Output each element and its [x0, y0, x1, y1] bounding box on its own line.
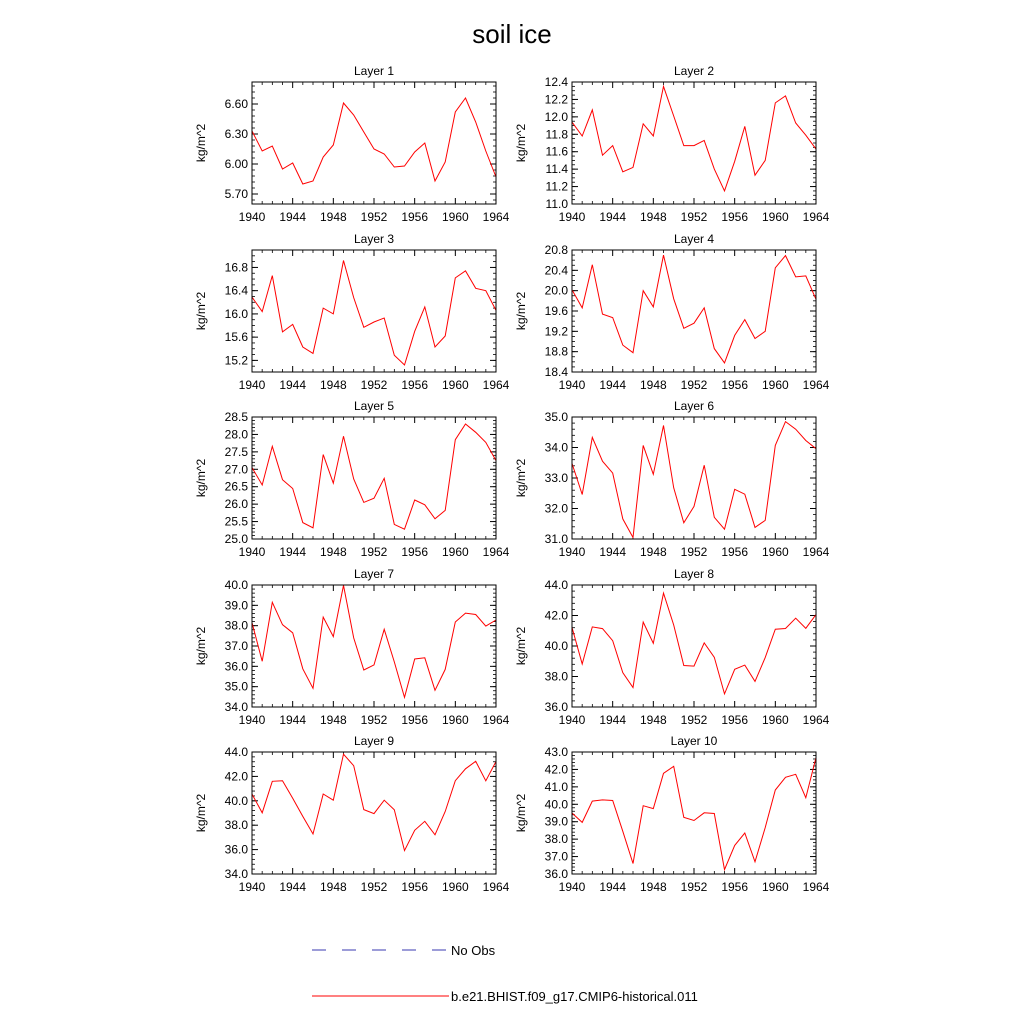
y-tick-label: 20.4: [544, 263, 568, 278]
x-tick-label: 1952: [680, 210, 708, 224]
y-axis-label: kg/m^2: [194, 458, 208, 498]
x-tick-label: 1940: [238, 378, 266, 392]
y-tick-label: 38.0: [224, 818, 248, 833]
x-tick-label: 1940: [238, 545, 266, 559]
x-tick-label: 1948: [319, 378, 347, 392]
x-tick-label: 1956: [401, 378, 429, 392]
y-tick-label: 40.0: [544, 797, 568, 812]
y-tick-label: 41.0: [544, 779, 568, 794]
y-tick-label: 39.0: [544, 814, 568, 829]
chart-panel-7: [194, 567, 510, 727]
x-tick-label: 1944: [599, 378, 627, 392]
x-tick-label: 1944: [599, 713, 627, 727]
x-tick-label: 1948: [639, 378, 667, 392]
x-tick-label: 1964: [482, 378, 510, 392]
legend-model-label: b.e21.BHIST.f09_g17.CMIP6-historical.011: [451, 989, 698, 1004]
y-tick-label: 11.0: [545, 197, 568, 211]
y-tick-label: 16.8: [224, 260, 248, 275]
panel-title: Layer 6: [673, 399, 715, 413]
y-tick-label: 19.6: [544, 304, 568, 318]
x-tick-label: 1952: [360, 545, 388, 559]
x-tick-label: 1952: [680, 378, 708, 392]
y-tick-label: 12.4: [544, 75, 568, 89]
plot-frame: [572, 585, 816, 707]
y-axis-label: kg/m^2: [194, 626, 208, 666]
x-tick-label: 1956: [721, 210, 749, 224]
x-tick-label: 1956: [721, 880, 749, 894]
y-tick-label: 18.8: [544, 344, 568, 359]
y-tick-label: 18.4: [544, 365, 568, 379]
y-tick-label: 20.8: [544, 243, 568, 257]
x-tick-label: 1944: [279, 545, 307, 559]
y-tick-label: 34.0: [544, 440, 568, 455]
y-tick-label: 25.5: [224, 514, 248, 529]
y-tick-label: 25.0: [224, 532, 248, 546]
chart-panel-10: [514, 734, 830, 894]
series-line: [252, 585, 496, 697]
y-tick-label: 37.0: [224, 639, 248, 653]
y-tick-label: 16.0: [224, 306, 248, 321]
x-tick-label: 1956: [401, 880, 429, 894]
x-tick-label: 1964: [482, 713, 510, 727]
y-tick-label: 44.0: [224, 745, 248, 759]
series-line: [572, 255, 816, 363]
x-tick-label: 1952: [360, 713, 388, 727]
y-tick-label: 36.0: [544, 867, 568, 881]
x-tick-label: 1944: [279, 210, 307, 224]
y-tick-label: 11.6: [545, 144, 568, 159]
chart-panel-5: [194, 399, 510, 559]
panel-title: Layer 8: [673, 567, 715, 581]
chart-panel-6: [514, 399, 830, 559]
panel-title: Layer 7: [353, 567, 395, 581]
x-tick-label: 1940: [238, 880, 266, 894]
x-tick-label: 1964: [802, 545, 830, 559]
y-axis-label: kg/m^2: [514, 626, 528, 666]
y-tick-label: 39.0: [224, 598, 248, 613]
y-axis-label: kg/m^2: [514, 793, 528, 833]
y-tick-label: 11.2: [545, 179, 568, 194]
legend: [312, 943, 698, 1004]
x-tick-label: 1960: [441, 210, 469, 224]
x-tick-label: 1940: [558, 545, 586, 559]
y-tick-label: 35.0: [544, 410, 568, 424]
x-tick-label: 1960: [441, 378, 469, 392]
y-tick-label: 12.2: [544, 92, 568, 107]
series-line: [252, 261, 496, 366]
x-tick-label: 1956: [721, 545, 749, 559]
x-tick-label: 1940: [558, 880, 586, 894]
plot-frame: [572, 752, 816, 874]
series-line: [572, 758, 816, 870]
panel-title: Layer 2: [673, 64, 715, 78]
x-tick-label: 1944: [279, 713, 307, 727]
x-tick-label: 1940: [558, 378, 586, 392]
chart-panel-9: [194, 734, 510, 894]
panel-title: Layer 1: [353, 64, 395, 78]
x-tick-label: 1960: [761, 713, 789, 727]
chart-panel-1: [194, 64, 510, 224]
y-tick-label: 36.0: [544, 700, 568, 714]
y-tick-label: 12.0: [544, 109, 568, 124]
x-tick-label: 1956: [721, 378, 749, 392]
y-tick-label: 26.5: [224, 479, 248, 494]
x-tick-label: 1944: [599, 880, 627, 894]
y-axis-label: kg/m^2: [194, 123, 208, 163]
figure-title: soil ice: [472, 19, 552, 49]
x-tick-label: 1952: [680, 880, 708, 894]
series-line: [252, 754, 496, 850]
x-tick-label: 1964: [482, 880, 510, 894]
y-tick-label: 40.0: [224, 793, 248, 808]
series-line: [572, 593, 816, 694]
y-tick-label: 42.0: [544, 608, 568, 623]
y-tick-label: 6.00: [224, 157, 248, 171]
y-tick-label: 38.0: [544, 832, 568, 847]
chart-panel-8: [514, 567, 830, 727]
y-axis-label: kg/m^2: [194, 291, 208, 331]
y-tick-label: 15.6: [224, 330, 248, 345]
x-tick-label: 1960: [761, 378, 789, 392]
series-line: [572, 422, 816, 538]
y-tick-label: 5.70: [224, 187, 248, 201]
y-tick-label: 6.30: [224, 127, 248, 141]
series-line: [572, 86, 816, 190]
x-tick-label: 1952: [360, 378, 388, 392]
panel-title: Layer 3: [353, 232, 395, 246]
x-tick-label: 1960: [441, 880, 469, 894]
panel-title: Layer 10: [670, 734, 718, 748]
x-tick-label: 1944: [279, 880, 307, 894]
y-tick-label: 33.0: [544, 471, 568, 485]
y-axis-label: kg/m^2: [514, 123, 528, 163]
x-tick-label: 1964: [482, 545, 510, 559]
plot-frame: [252, 250, 496, 372]
y-tick-label: 40.0: [544, 639, 568, 653]
x-tick-label: 1956: [401, 210, 429, 224]
x-tick-label: 1944: [279, 378, 307, 392]
x-tick-label: 1960: [441, 545, 469, 559]
x-tick-label: 1956: [401, 545, 429, 559]
y-tick-label: 34.0: [224, 700, 248, 714]
x-tick-label: 1940: [238, 210, 266, 224]
y-tick-label: 32.0: [544, 501, 568, 516]
y-tick-label: 38.0: [544, 669, 568, 684]
series-line: [252, 424, 496, 529]
x-tick-label: 1940: [238, 713, 266, 727]
y-tick-label: 35.0: [224, 679, 248, 694]
x-tick-label: 1964: [802, 713, 830, 727]
chart-panel-4: [514, 232, 830, 392]
legend-obs-label: No Obs: [451, 943, 496, 958]
y-tick-label: 37.0: [544, 849, 568, 864]
y-axis-label: kg/m^2: [514, 291, 528, 331]
x-tick-label: 1948: [639, 545, 667, 559]
y-tick-label: 6.60: [224, 97, 248, 111]
y-tick-label: 36.0: [224, 659, 248, 674]
x-tick-label: 1944: [599, 210, 627, 224]
y-tick-label: 27.0: [224, 462, 248, 477]
y-tick-label: 28.5: [224, 410, 248, 424]
y-tick-label: 42.0: [224, 769, 248, 784]
y-axis-label: kg/m^2: [514, 458, 528, 498]
y-tick-label: 34.0: [224, 867, 248, 881]
x-tick-label: 1964: [482, 210, 510, 224]
y-tick-label: 26.0: [224, 497, 248, 512]
chart-panel-3: [194, 232, 510, 392]
x-tick-label: 1948: [639, 713, 667, 727]
plot-frame: [252, 585, 496, 707]
x-tick-label: 1952: [680, 545, 708, 559]
y-tick-label: 31.0: [544, 532, 568, 546]
y-tick-label: 28.0: [224, 427, 248, 442]
x-tick-label: 1956: [401, 713, 429, 727]
x-tick-label: 1960: [441, 713, 469, 727]
y-axis-label: kg/m^2: [194, 793, 208, 833]
x-tick-label: 1964: [802, 378, 830, 392]
plot-frame: [252, 82, 496, 204]
x-tick-label: 1952: [680, 713, 708, 727]
x-tick-label: 1948: [319, 545, 347, 559]
x-tick-label: 1948: [319, 210, 347, 224]
y-tick-label: 27.5: [224, 444, 248, 459]
y-tick-label: 42.0: [544, 762, 568, 777]
y-tick-label: 36.0: [224, 842, 248, 857]
x-tick-label: 1960: [761, 545, 789, 559]
x-tick-label: 1964: [802, 880, 830, 894]
panel-title: Layer 5: [353, 399, 395, 413]
y-tick-label: 11.4: [545, 162, 568, 177]
x-tick-label: 1948: [319, 713, 347, 727]
x-tick-label: 1964: [802, 210, 830, 224]
y-tick-label: 20.0: [544, 283, 568, 298]
x-tick-label: 1948: [639, 880, 667, 894]
y-tick-label: 16.4: [224, 283, 248, 298]
panel-title: Layer 4: [673, 232, 715, 246]
plot-frame: [572, 250, 816, 372]
panel-grid: [194, 64, 830, 894]
y-tick-label: 11.8: [545, 127, 568, 142]
x-tick-label: 1952: [360, 210, 388, 224]
x-tick-label: 1940: [558, 713, 586, 727]
x-tick-label: 1956: [721, 713, 749, 727]
y-tick-label: 43.0: [544, 745, 568, 759]
x-tick-label: 1960: [761, 880, 789, 894]
x-tick-label: 1948: [319, 880, 347, 894]
x-tick-label: 1940: [558, 210, 586, 224]
x-tick-label: 1944: [599, 545, 627, 559]
y-tick-label: 44.0: [544, 578, 568, 592]
x-tick-label: 1960: [761, 210, 789, 224]
y-tick-label: 15.2: [224, 353, 248, 368]
panel-title: Layer 9: [353, 734, 395, 748]
chart-panel-2: [514, 64, 830, 224]
y-tick-label: 38.0: [224, 618, 248, 633]
plot-frame: [252, 417, 496, 539]
y-tick-label: 40.0: [224, 578, 248, 592]
x-tick-label: 1948: [639, 210, 667, 224]
x-tick-label: 1952: [360, 880, 388, 894]
y-tick-label: 19.2: [544, 324, 568, 339]
series-line: [252, 98, 496, 184]
